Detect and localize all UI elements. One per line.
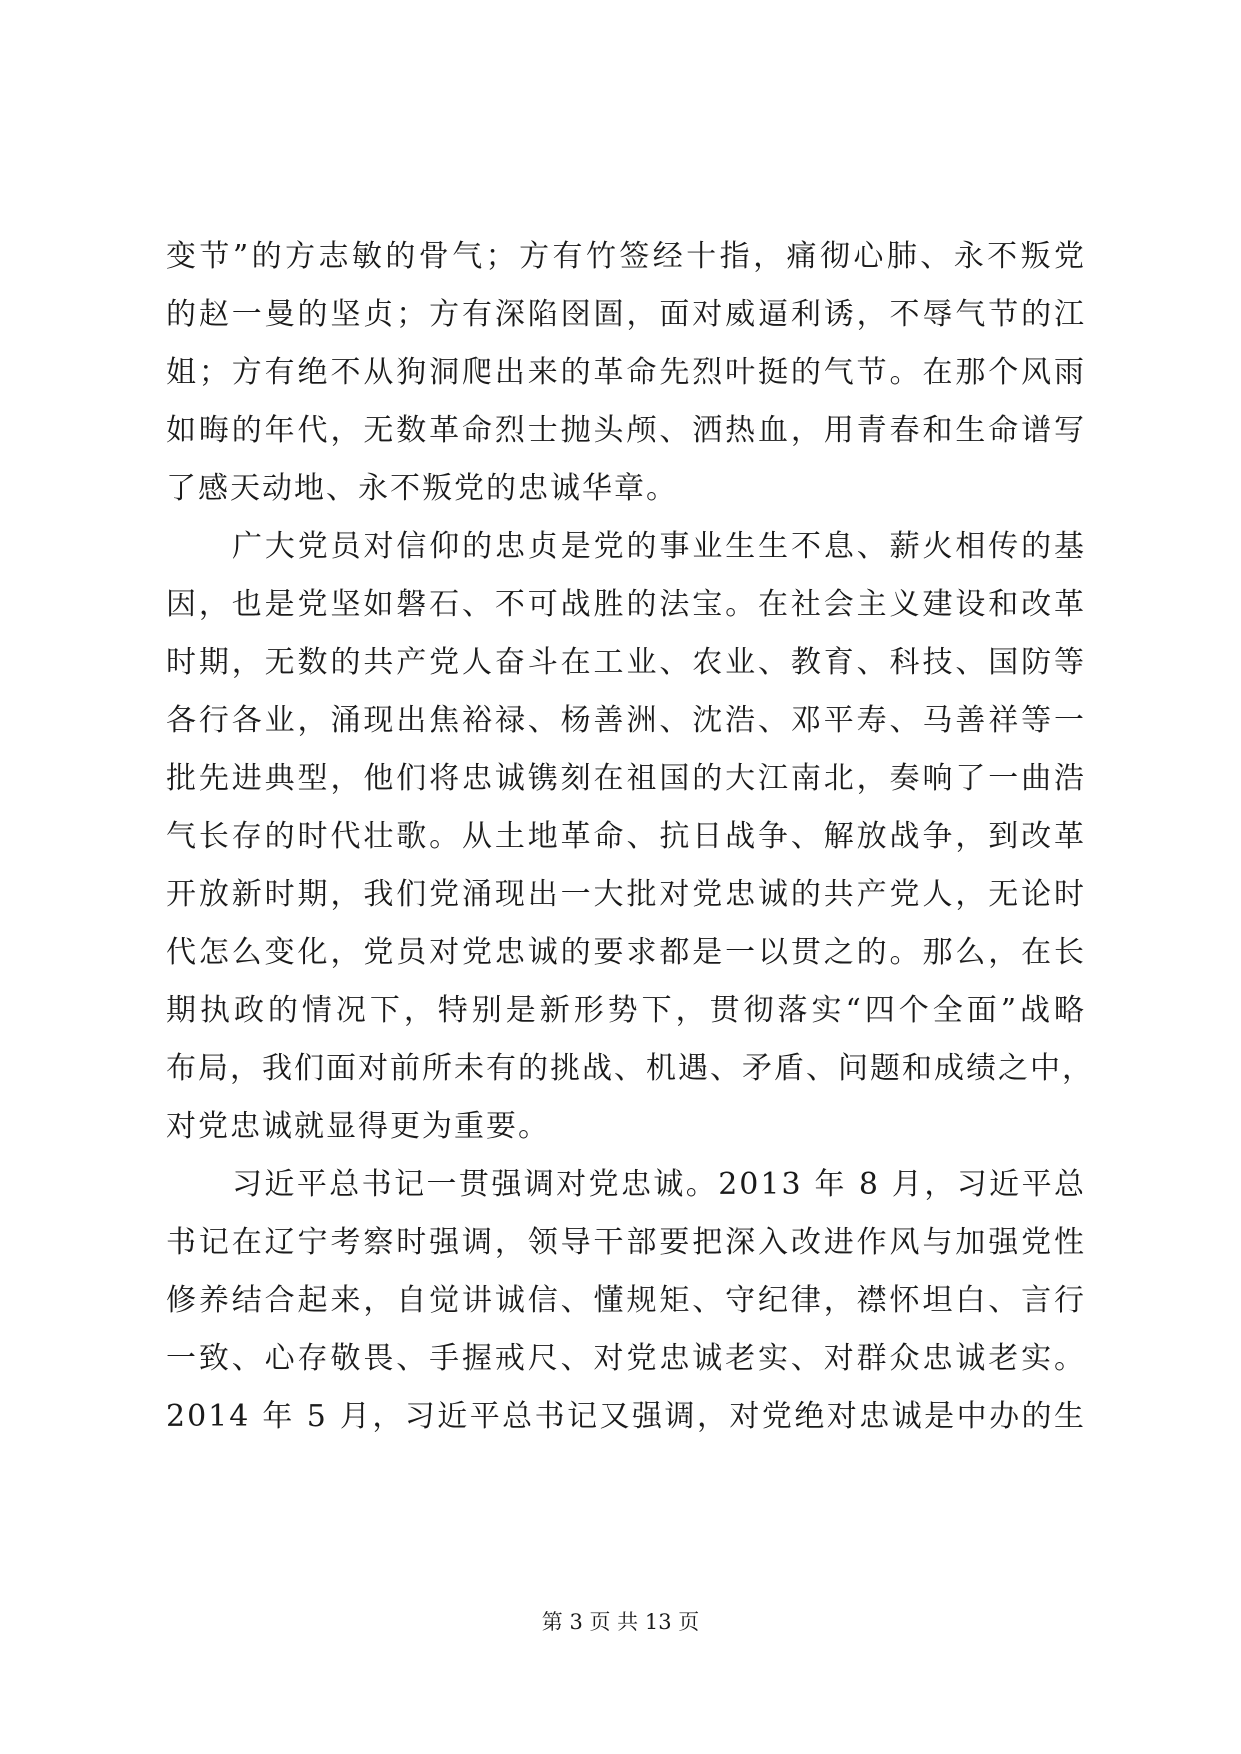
text-line: 气长存的时代壮歌。从土地革命、抗日战争、解放战争，到改革 (166, 819, 1086, 854)
text-line: 对党忠诚就显得更为重要。 (166, 1109, 550, 1144)
text-line: 代怎么变化，党员对党忠诚的要求都是一以贯之的。那么，在长 (166, 935, 1086, 970)
text-line: 因，也是党坚如磐石、不可战胜的法宝。在社会主义建设和改革 (166, 587, 1086, 622)
text-line: 姐；方有绝不从狗洞爬出来的革命先烈叶挺的气节。在那个风雨 (166, 355, 1086, 390)
text-line: 开放新时期，我们党涌现出一大批对党忠诚的共产党人，无论时 (166, 877, 1086, 912)
text-line: 修养结合起来，自觉讲诚信、懂规矩、守纪律，襟怀坦白、言行 (166, 1283, 1086, 1318)
text-line: 2014 年 5 月，习近平总书记又强调，对党绝对忠诚是中办的生 (166, 1399, 1086, 1434)
page-number-footer: 第 3 页 共 13 页 (541, 1610, 700, 1634)
text-line: 一致、心存敬畏、手握戒尺、对党忠诚老实、对群众忠诚老实。 (166, 1341, 1086, 1376)
text-line: 布局，我们面对前所未有的挑战、机遇、矛盾、问题和成绩之中， (166, 1051, 1094, 1086)
text-line: 批先进典型，他们将忠诚镌刻在祖国的大江南北，奏响了一曲浩 (166, 761, 1086, 796)
text-line: 的赵一曼的坚贞；方有深陷囹圄，面对威逼利诱，不辱气节的江 (166, 297, 1086, 332)
text-line: 期执政的情况下，特别是新形势下，贯彻落实“四个全面”战略 (166, 993, 1086, 1028)
paragraph-first-line: 习近平总书记一贯强调对党忠诚。2013 年 8 月，习近平总 (232, 1167, 1086, 1202)
document-body (166, 228, 1094, 1446)
text-line: 书记在辽宁考察时强调，领导干部要把深入改进作风与加强党性 (166, 1225, 1086, 1260)
paragraph-first-line: 广大党员对信仰的忠贞是党的事业生生不息、薪火相传的基 (232, 529, 1086, 564)
text-line: 如晦的年代，无数革命烈士抛头颅、洒热血，用青春和生命谱写 (166, 413, 1086, 448)
text-line: 时期，无数的共产党人奋斗在工业、农业、教育、科技、国防等 (166, 645, 1086, 680)
text-line: 变节”的方志敏的骨气；方有竹签经十指，痛彻心肺、永不叛党 (166, 239, 1086, 274)
text-line: 各行各业，涌现出焦裕禄、杨善洲、沈浩、邓平寿、马善祥等一 (166, 703, 1086, 738)
text-line: 了感天动地、永不叛党的忠诚华章。 (166, 471, 678, 506)
